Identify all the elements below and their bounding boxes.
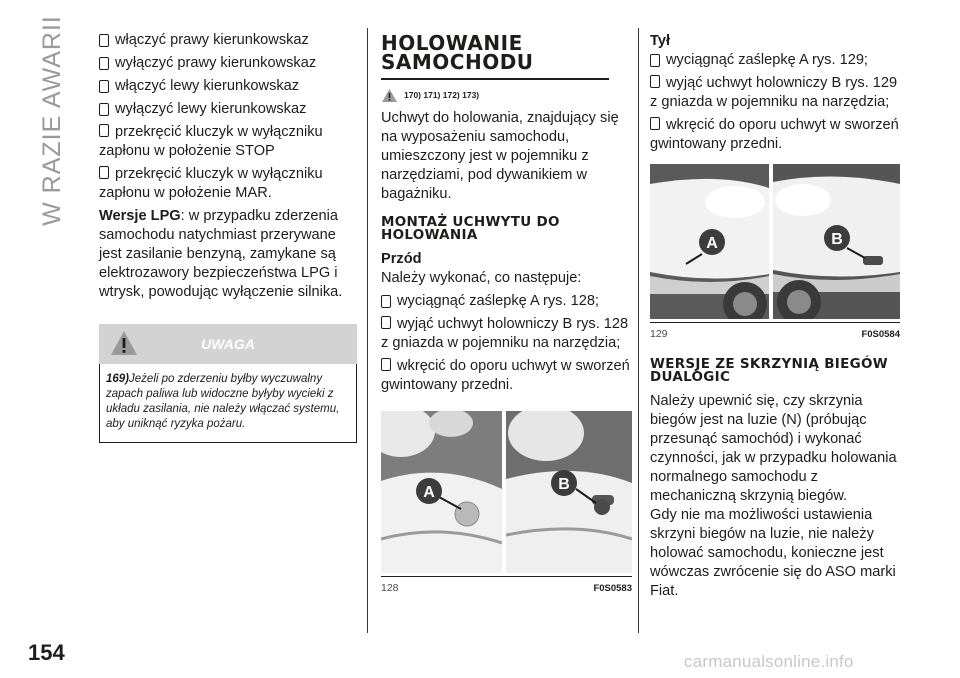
svg-text:B: B bbox=[558, 475, 570, 493]
list-item: wkręcić do oporu uchwyt w sworzeń gwintowany przedni. bbox=[381, 357, 630, 393]
checkbox-bullet-icon bbox=[650, 54, 660, 67]
figure-caption bbox=[650, 322, 900, 344]
figure-128 bbox=[381, 411, 632, 598]
warning-title: UWAGA bbox=[201, 335, 255, 352]
figure-129 bbox=[650, 164, 900, 344]
lpg-paragraph: Wersje LPG: w przypadku zderzenia samochodu natychmiast przerywane jest zasilanie benzyną, zamykane są elektrozawory bezpieczeństwa LPG i wtrysk, powodując wyłączenie silnika. bbox=[99, 208, 343, 300]
list-item: wyciągnąć zaślepkę A rys. 128; bbox=[381, 292, 631, 311]
column-divider-1 bbox=[367, 28, 368, 633]
photo-front-hook bbox=[506, 411, 632, 573]
list-item: wkręcić do oporu uchwyt w sworzeń gwintowany przedni. bbox=[650, 117, 899, 152]
checkbox-bullet-icon bbox=[99, 124, 109, 137]
column-left bbox=[99, 31, 361, 443]
warning-box bbox=[99, 324, 357, 443]
checkbox-bullet-icon bbox=[650, 75, 660, 88]
svg-text:A: A bbox=[423, 483, 435, 501]
checkbox-bullet-icon bbox=[650, 117, 660, 130]
subsection-heading: MONTAŻ UCHWYTU DO HOLOWANIA bbox=[381, 213, 560, 243]
list-item: wyłączyć prawy kierunkowskaz bbox=[99, 54, 361, 73]
front-label: Przód bbox=[381, 250, 422, 267]
dualogic-paragraph-2: Gdy nie ma możliwości ustawienia skrzyni biegów na luzie, nie należy holować samochodu, konieczne jest wówczas zwrócenie się do ASO marki Fiat. bbox=[650, 507, 896, 599]
warning-header bbox=[99, 324, 357, 364]
section-heading: HOLOWANIE SAMOCHODU bbox=[381, 31, 534, 74]
heading-rule bbox=[381, 78, 609, 80]
section-heading: WERSJE ZE SKRZYNIĄ BIEGÓW DUALOGIC bbox=[650, 356, 888, 385]
list-item: wyjąć uchwyt holowniczy B rys. 129 z gniazda w pojemniku na narzędzia; bbox=[650, 75, 898, 110]
rear-label: Tył bbox=[650, 33, 671, 49]
watermark: carmanualsonline.info bbox=[684, 652, 854, 671]
car-rear-photo-icon bbox=[650, 164, 769, 319]
list-item: przekręcić kluczyk w wyłączniku zapłonu w położenie STOP bbox=[99, 124, 323, 159]
figure-caption bbox=[381, 576, 632, 598]
checkbox-bullet-icon bbox=[381, 358, 391, 371]
checkbox-bullet-icon bbox=[381, 316, 391, 329]
column-right bbox=[650, 28, 900, 601]
checkbox-bullet-icon bbox=[381, 295, 391, 308]
column-middle bbox=[381, 28, 631, 598]
warning-triangle-icon bbox=[109, 329, 139, 357]
car-front-photo-icon bbox=[381, 411, 502, 573]
checkbox-bullet-icon bbox=[99, 57, 109, 70]
list-item: włączyć lewy kierunkowskaz bbox=[99, 77, 361, 96]
list-item: wyłączyć lewy kierunkowskaz bbox=[99, 100, 361, 119]
svg-text:B: B bbox=[831, 231, 843, 248]
figure-code: F0S0583 bbox=[593, 582, 632, 594]
warning-references: 170) 171) 172) 173) bbox=[381, 86, 631, 105]
car-rear-hook-photo-icon bbox=[773, 164, 900, 319]
figure-photos bbox=[650, 164, 900, 319]
page-number: 154 bbox=[28, 640, 65, 665]
photo-rear-hook bbox=[773, 164, 900, 319]
photo-front-plug bbox=[381, 411, 502, 573]
checkbox-bullet-icon bbox=[99, 80, 109, 93]
figure-number: 128 bbox=[381, 581, 399, 594]
list-item: włączyć prawy kierunkowskaz bbox=[99, 31, 361, 50]
list-item: wyciągnąć zaślepkę A rys. 129; bbox=[650, 51, 900, 70]
checkbox-bullet-icon bbox=[99, 103, 109, 116]
chapter-side-title bbox=[22, 14, 82, 226]
figure-code: F0S0584 bbox=[861, 329, 900, 340]
figure-photos bbox=[381, 411, 632, 573]
figure-number: 129 bbox=[650, 328, 668, 340]
photo-rear-plug bbox=[650, 164, 769, 319]
list-item: przekręcić kluczyk w wyłączniku zapłonu w położenie MAR. bbox=[99, 166, 323, 201]
warning-triangle-icon bbox=[381, 88, 398, 103]
chapter-title-text: W RAZIE AWARII bbox=[37, 14, 66, 226]
checkbox-bullet-icon bbox=[99, 34, 109, 47]
column-divider-2 bbox=[638, 28, 639, 633]
dualogic-paragraph-1: Należy upewnić się, czy skrzynia biegów jest na luzie (N) (próbując przesunąć samochód) i wykonać czynności, jak w przypadku holowania normalnego samochodu z mechaniczną skrzynią biegów. bbox=[650, 393, 897, 504]
checkbox-bullet-icon bbox=[99, 166, 109, 179]
car-front-hook-photo-icon bbox=[506, 411, 632, 573]
svg-text:A: A bbox=[706, 235, 718, 252]
front-intro: Należy wykonać, co następuje: bbox=[381, 269, 582, 286]
warning-text: 169)Jeżeli po zderzeniu byłby wyczuwalny zapach paliwa lub widoczne byłyby wycieki z układu zasilania, nie należy włączać systemu, aby uniknąć ryzyka pożaru. bbox=[99, 364, 357, 443]
list-item: wyjąć uchwyt holowniczy B rys. 128 z gniazda w pojemniku na narzędzia; bbox=[381, 315, 629, 351]
intro-paragraph: Uchwyt do holowania, znajdujący się na wyposażeniu samochodu, umieszczony jest w pojemniku z narzędziami, pod dywanikiem w bagażniku. bbox=[381, 109, 619, 202]
